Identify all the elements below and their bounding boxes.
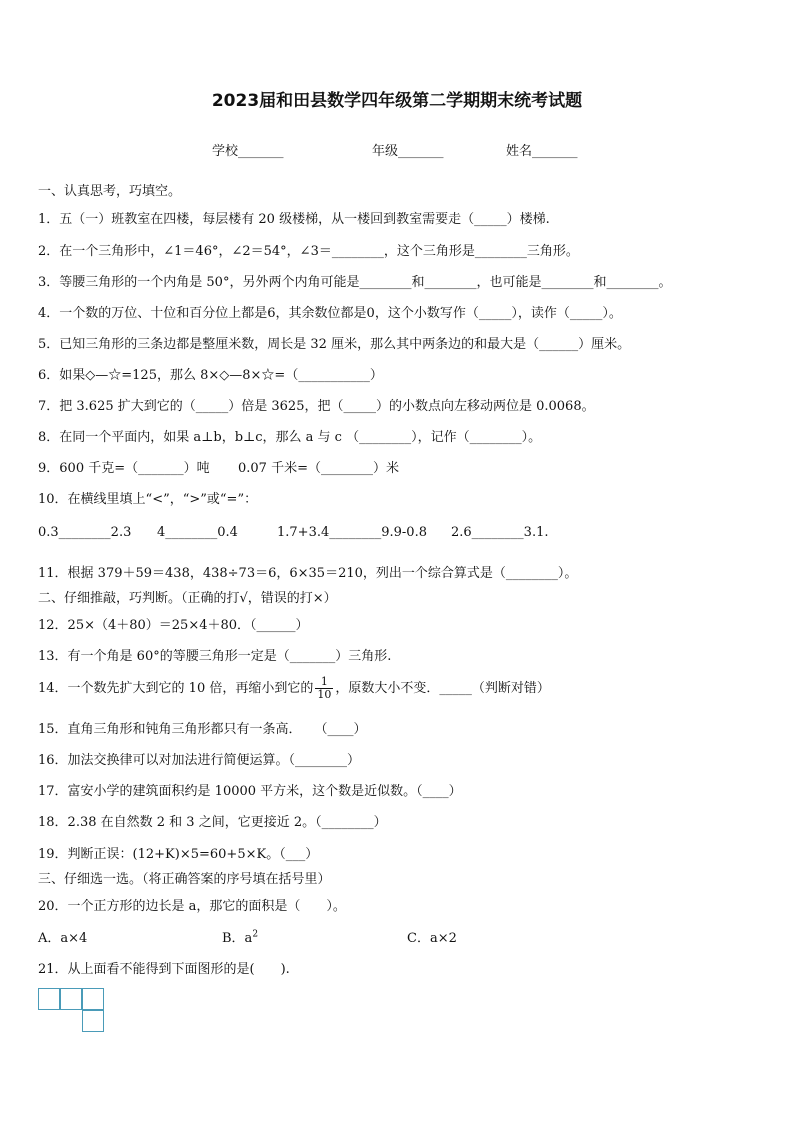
- option-a: A．a×4: [38, 931, 88, 946]
- question: 12．25×（4＋80）＝25×4＋80．（______）: [38, 618, 309, 633]
- option-b-base: B．a: [222, 931, 253, 946]
- grid-square: [82, 1010, 104, 1032]
- section-heading: 二、仔细推敲，巧判断。（正确的打√，错误的打×）: [38, 591, 337, 606]
- question: 20．一个正方形的边长是 a，那它的面积是（ ）。: [38, 899, 346, 914]
- question-text: ，原数大小不变．_____（判断对错）: [335, 681, 550, 696]
- question: 5．已知三角形的三条边都是整厘米数，周长是 32 厘米，那么其中两条边的和最大是（______）厘米。: [38, 337, 631, 352]
- fraction-denominator: 10: [317, 688, 332, 701]
- grade-field: 年级_______: [372, 144, 444, 159]
- question: [38, 676, 550, 701]
- question: 2．在一个三角形中，∠1＝46°，∠2＝54°，∠3＝________，这个三角形是________三角形。: [38, 244, 579, 259]
- question: 11．根据 379＋59＝438，438÷73＝6，6×35＝210，列出一个综合算式是（________）。: [38, 566, 578, 581]
- fraction-numerator: 1: [315, 676, 333, 689]
- question: 19．判断正误：(12+K)×5=60+5×K。（___）: [38, 847, 319, 862]
- option-b: [222, 927, 258, 946]
- question: 18．2.38 在自然数 2 和 3 之间，它更接近 2。（________）: [38, 815, 387, 830]
- question: 7．把 3.625 扩大到它的（_____）倍是 3625，把（_____）的小数点向左移动两位是 0.0068。: [38, 399, 595, 414]
- section-heading: 一、认真思考，巧填空。: [38, 184, 182, 199]
- question: 16．加法交换律可以对加法进行简便运算。（________）: [38, 753, 361, 768]
- grid-square: [38, 988, 60, 1010]
- grid-square: [60, 988, 82, 1010]
- option-c: C．a×2: [407, 931, 457, 946]
- question: 9．600 千克=（_______）吨: [38, 461, 210, 476]
- compare-item: 2.6________3.1.: [451, 525, 549, 540]
- name-field: 姓名_______: [506, 144, 578, 159]
- question-part: 0.07 千米=（________）米: [238, 461, 399, 476]
- fraction: [315, 676, 333, 701]
- grid-square: [82, 988, 104, 1010]
- option-b-exponent: 2: [252, 929, 259, 940]
- page-title: 2023届和田县数学四年级第二学期期末统考试题: [211, 91, 583, 111]
- compare-item: 0.3________2.3: [38, 525, 132, 540]
- section-heading: 三、仔细选一选。（将正确答案的序号填在括号里）: [38, 872, 331, 887]
- question-text: 14．一个数先扩大到它的 10 倍，再缩小到它的: [38, 681, 314, 696]
- compare-item: 4________0.4: [157, 525, 238, 540]
- school-field: 学校_______: [212, 144, 284, 159]
- question: 21．从上面看不能得到下面图形的是( ).: [38, 962, 290, 977]
- question: 13．有一个角是 60°的等腰三角形一定是（_______）三角形.: [38, 649, 392, 664]
- question: 1．五（一）班教室在四楼，每层楼有 20 级楼梯，从一楼回到教室需要走（_____）楼梯.: [38, 212, 550, 227]
- question: 6．如果◇—☆=125，那么 8×◇—8×☆=（___________）: [38, 368, 383, 383]
- question: 10．在横线里填上“<”，“>”或“=”：: [38, 492, 258, 507]
- question: 15．直角三角形和钝角三角形都只有一条高． （____）: [38, 722, 367, 737]
- question: 8．在同一个平面内，如果 a⊥b，b⊥c，那么 a 与 c （________），记作（________）。: [38, 430, 542, 445]
- question: 4．一个数的万位、十位和百分位上都是6，其余数位都是0，这个小数写作（_____），读作（_____）。: [38, 306, 622, 321]
- compare-item: 1.7+3.4________9.9-0.8: [277, 525, 427, 540]
- question: 17．富安小学的建筑面积约是 10000 平方米，这个数是近似数。（____）: [38, 784, 462, 799]
- question: 3．等腰三角形的一个内角是 50°，另外两个内角可能是________和________，也可能是________和________。: [38, 275, 672, 290]
